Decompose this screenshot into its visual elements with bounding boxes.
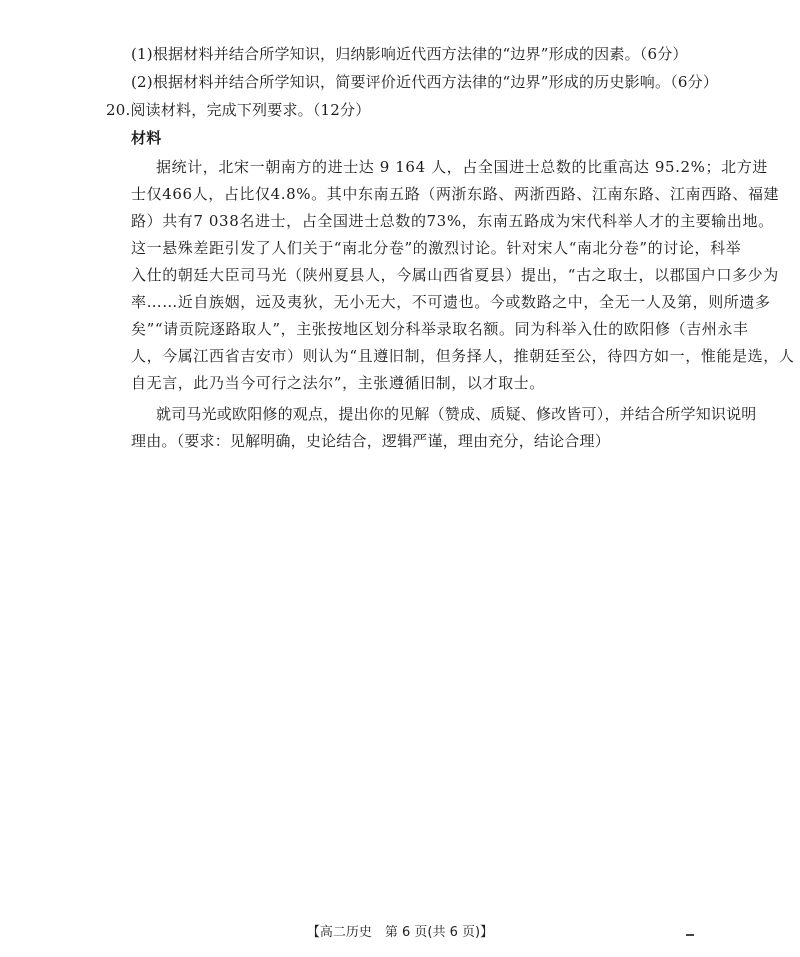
task-line: 就司马光或欧阳修的观点，提出你的见解（赞成、质疑、修改皆可），并结合所学知识说明: [156, 405, 757, 423]
material-line: 人，今属江西省吉安市）则认为“且遵旧制，但务择人，推朝廷至公，待四方如一，惟能是选，人: [131, 347, 795, 365]
material-line: 入仕的朝廷大臣司马光（陕州夏县人，今属山西省夏县）提出，“古之取士，以郡国户口多少为: [131, 266, 779, 284]
material-line: 自无言，此乃当今可行之法尔”，主张遵循旧制，以才取士。: [131, 374, 545, 392]
material-heading: 材料: [131, 129, 162, 147]
corner-mark: [686, 934, 694, 936]
material-line: 据统计，北宋一朝南方的进士达 9 164 人，占全国进士总数的比重高达 95.2%；北方进: [156, 158, 768, 176]
material-line: 矣”“请贡院逐路取人”，主张按地区划分科举录取名额。同为科举入仕的欧阳修（吉州永丰: [131, 320, 749, 338]
material-line: 这一悬殊差距引发了人们关于“南北分卷”的激烈讨论。针对宋人“南北分卷”的讨论，科举: [131, 239, 742, 257]
material-line: 率……近自族姻，远及夷狄，无小无大，不可遗也。今或数路之中，全无一人及第，则所遗多: [131, 293, 771, 311]
material-line: 士仅466人，占比仅4.8%。其中东南五路（两浙东路、两浙西路、江南东路、江南西路、福建: [131, 185, 780, 203]
page-footer: 【高二历史 第 6 页(共 6 页)】: [306, 925, 494, 940]
question-19-part-1: (1)根据材料并结合所学知识，归纳影响近代西方法律的“边界”形成的因素。（6分）: [131, 45, 688, 63]
question-20-title: 20.阅读材料，完成下列要求。（12分）: [106, 101, 371, 119]
task-line: 理由。（要求：见解明确，史论结合，逻辑严谨，理由充分，结论合理）: [131, 432, 610, 450]
question-19-part-2: (2)根据材料并结合所学知识，简要评价近代西方法律的“边界”形成的历史影响。（6分）: [131, 73, 719, 91]
material-line: 路）共有7 038名进士，占全国进士总数的73%，东南五路成为宋代科举人才的主要输出地。: [131, 212, 774, 230]
